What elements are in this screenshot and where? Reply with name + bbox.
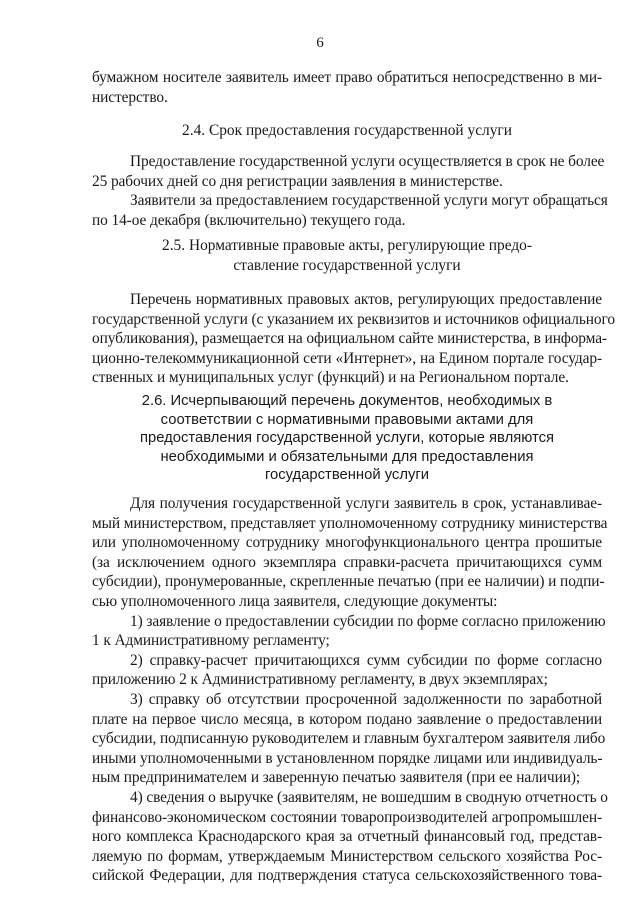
heading-line: государственной услуги: [264, 467, 430, 484]
text-line: ционно-телекоммуникационной сети «Интернет», на Едином портале государ-: [92, 349, 602, 367]
text-line: бумажном носителе заявитель имеет право обратиться непосредственно в ми-: [92, 69, 602, 86]
text-line: государственной услуги (с указанием их реквизитов и источников официального: [92, 310, 615, 328]
text-line: мый министерством, представляет уполномоченному сотруднику министерства: [92, 514, 608, 532]
heading-line: соответствии с нормативными правовыми актами для: [160, 411, 534, 428]
list-item-1: 1) заявление о предоставлении субсидии по форме согласно приложению: [130, 612, 606, 630]
text-line: нистерство.: [92, 88, 168, 106]
section-2-4-paragraphs: [92, 152, 608, 230]
section-2-6-paragraphs: [92, 494, 608, 886]
continuation-paragraph: [92, 68, 602, 107]
section-2-5-paragraph: [92, 290, 615, 388]
page-number: 6: [316, 35, 324, 51]
list-item-2: 2) справку-расчет причитающихся сумм субсидии по форме согласно: [130, 651, 602, 669]
section-heading-2-5: [92, 236, 602, 275]
text-line: или уполномоченному сотруднику многофункционального центра прошитые: [92, 534, 602, 552]
text-line: Перечень нормативных правовых актов, регулирующих предоставление: [130, 291, 602, 308]
heading-line: 2.6. Исчерпывающий перечень документов, необходимых в: [141, 393, 553, 409]
text-line: опубликования), размещается на официальном сайте министерства, в информа-: [92, 330, 607, 348]
text-line: сью уполномоченного лица заявителя, следующие документы:: [92, 592, 498, 610]
text-line: плате на первое число месяца, в котором подано заявление о предоставлении: [92, 710, 602, 728]
text-line: 25 рабочих дней со дня регистрации заявления в министерстве.: [92, 172, 503, 190]
heading-line: 2.5. Нормативные правовые акты, регулирующие предо-: [162, 237, 532, 254]
text-line: сийской Федерации, для подтверждения статуса сельскохозяйственного това-: [92, 867, 602, 885]
heading-line: необходимыми и обязательными для предоставления: [160, 448, 534, 465]
list-item-4: 4) сведения о выручке (заявителям, не вошедшим в сводную отчетность о: [130, 788, 608, 806]
text-line: субсидии), пронумерованные, скрепленные печатью (при ее наличии) и подпи-: [92, 573, 605, 591]
section-heading-2-4: [92, 121, 602, 141]
text-line: финансово-экономическом состоянии товаропроизводителей агропромышлен-: [92, 808, 602, 826]
heading-line: 2.4. Срок предоставления государственной услуги: [182, 122, 512, 139]
text-line: (за исключением одного экземпляра справки-расчета причитающихся сумм: [92, 553, 602, 571]
text-line: 1 к Административному регламенту;: [92, 632, 330, 650]
text-line: ственных и муниципальных услуг (функций) и на Региональном портале.: [92, 369, 569, 387]
text-line: ным предпринимателем и заверенную печатью заявителя (при ее наличии);: [92, 769, 581, 787]
text-line: ляемую по формам, утверждаемым Министерством сельского хозяйства Рос-: [92, 847, 602, 865]
text-line: Для получения государственной услуги заявитель в срок, устанавливае-: [130, 495, 602, 512]
text-line: субсидии, подписанную руководителем и главным бухгалтером заявителя либо: [92, 730, 606, 748]
text-line: иными уполномоченными в установленном порядке лицами или индивидуаль-: [92, 749, 603, 767]
text-line: по 14-ое декабря (включительно) текущего года.: [92, 211, 406, 229]
heading-line: предоставления государственной услуги, которые являются: [139, 430, 555, 447]
section-heading-2-6: [92, 392, 602, 485]
list-item-3: 3) справку об отсутствии просроченной задолженности по заработной: [130, 690, 602, 708]
text-line: Заявители за предоставлением государственной услуги могут обращаться: [130, 192, 608, 210]
text-line: ного комплекса Краснодарского края за отчетный финансовый год, представ-: [92, 828, 602, 846]
text-line: Предоставление государственной услуги осуществляется в срок не более: [130, 153, 605, 170]
heading-line: ставление государственной услуги: [233, 256, 461, 274]
text-line: приложению 2 к Административному регламенту, в двух экземплярах;: [92, 671, 548, 689]
